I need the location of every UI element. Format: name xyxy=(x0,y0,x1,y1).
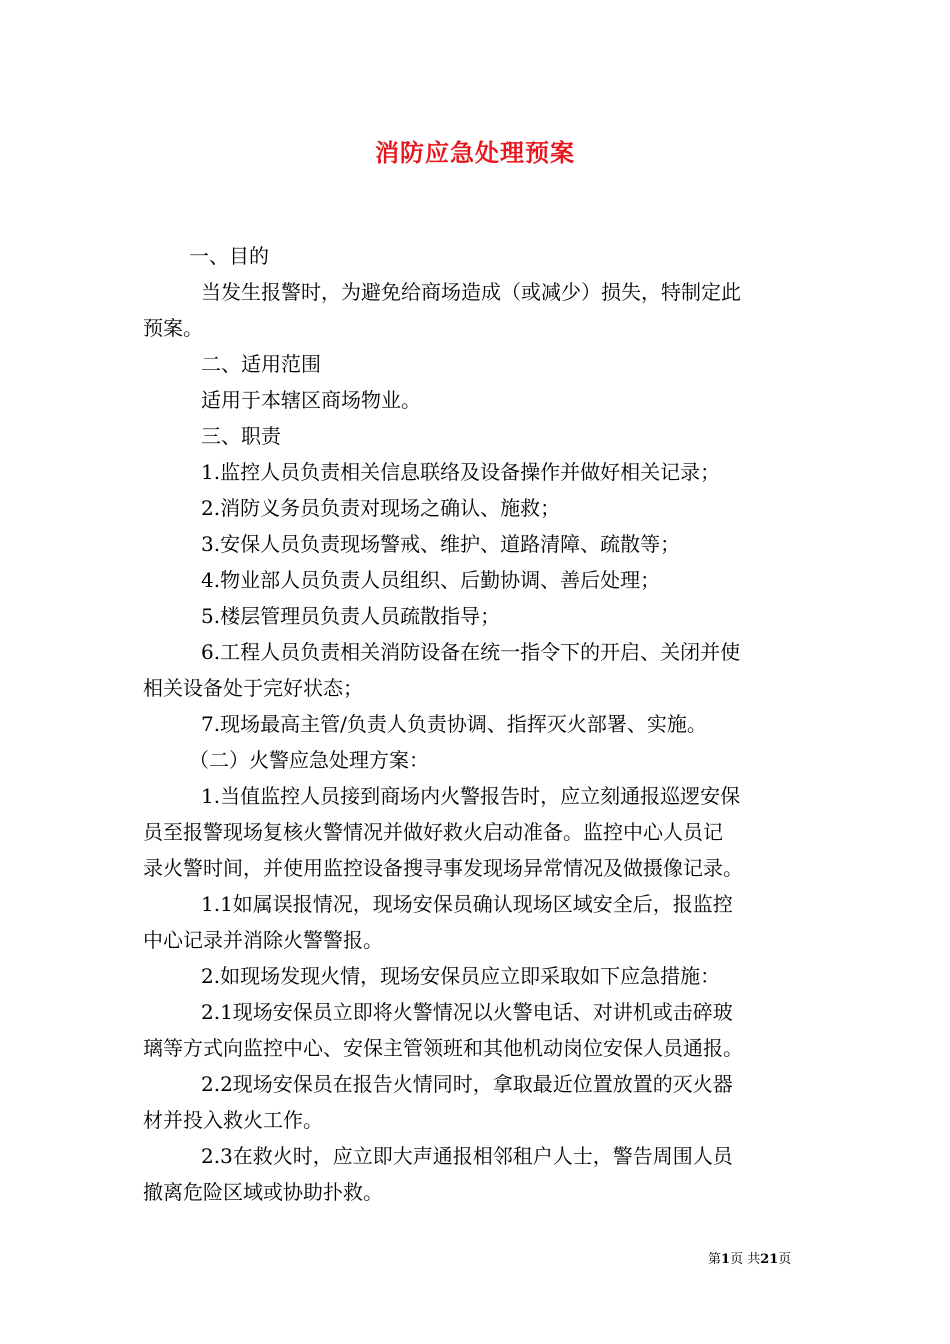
paragraph-line: 1.当值监控人员接到商场内火警报告时，应立刻通报巡逻安保 xyxy=(201,784,741,808)
footer-middle: 页 共 xyxy=(730,1252,761,1267)
paragraph-line: 2.如现场发现火情，现场安保员应立即采取如下应急措施： xyxy=(201,964,721,988)
paragraph-line: 2.1现场安保员立即将火警情况以火警电话、对讲机或击碎玻 xyxy=(201,1000,733,1024)
paragraph-line: 三、职责 xyxy=(201,424,281,448)
footer-total-pages: 21 xyxy=(760,1252,779,1267)
paragraph-line: （二）火警应急处理方案： xyxy=(189,748,429,772)
paragraph-line: 2.消防义务员负责对现场之确认、施救； xyxy=(201,496,561,520)
paragraph-line: 二、适用范围 xyxy=(201,352,321,376)
paragraph-line: 适用于本辖区商场物业。 xyxy=(201,388,421,412)
paragraph-line: 3.安保人员负责现场警戒、维护、道路清障、疏散等； xyxy=(201,532,681,556)
footer-page-number: 1 xyxy=(721,1252,731,1267)
paragraph-line: 录火警时间，并使用监控设备搜寻事发现场异常情况及做摄像记录。 xyxy=(143,856,743,880)
paragraph-line: 当发生报警时，为避免给商场造成（或减少）损失，特制定此 xyxy=(201,280,741,304)
paragraph-line: 预案。 xyxy=(143,316,203,340)
paragraph-line: 7.现场最高主管/负责人负责协调、指挥灭火部署、实施。 xyxy=(201,712,707,736)
paragraph-line: 4.物业部人员负责人员组织、后勤协调、善后处理； xyxy=(201,568,661,592)
paragraph-line: 璃等方式向监控中心、安保主管领班和其他机动岗位安保人员通报。 xyxy=(143,1036,743,1060)
paragraph-line: 员至报警现场复核火警情况并做好救火启动准备。监控中心人员记 xyxy=(143,820,723,844)
document-title: 消防应急处理预案 xyxy=(375,138,575,167)
paragraph-line: 材并投入救火工作。 xyxy=(143,1108,323,1132)
footer-suffix: 页 xyxy=(778,1252,792,1267)
paragraph-line: 2.2现场安保员在报告火情同时，拿取最近位置放置的灭火器 xyxy=(201,1072,733,1096)
paragraph-line: 6.工程人员负责相关消防设备在统一指令下的开启、关闭并使 xyxy=(201,640,741,664)
document-body xyxy=(143,238,809,1210)
page-footer xyxy=(708,1248,791,1267)
footer-prefix: 第 xyxy=(708,1252,722,1267)
paragraph-line: 5.楼层管理员负责人员疏散指导； xyxy=(201,604,501,628)
paragraph-line: 1.1如属误报情况，现场安保员确认现场区域安全后，报监控 xyxy=(201,892,733,916)
paragraph-line: 一、目的 xyxy=(189,244,269,268)
paragraph-line: 2.3在救火时，应立即大声通报相邻租户人士，警告周围人员 xyxy=(201,1144,733,1168)
paragraph-line: 1.监控人员负责相关信息联络及设备操作并做好相关记录； xyxy=(201,460,721,484)
paragraph-line: 撤离危险区域或协助扑救。 xyxy=(143,1180,383,1204)
paragraph-line: 中心记录并消除火警警报。 xyxy=(143,928,383,952)
paragraph-line: 相关设备处于完好状态； xyxy=(143,676,363,700)
